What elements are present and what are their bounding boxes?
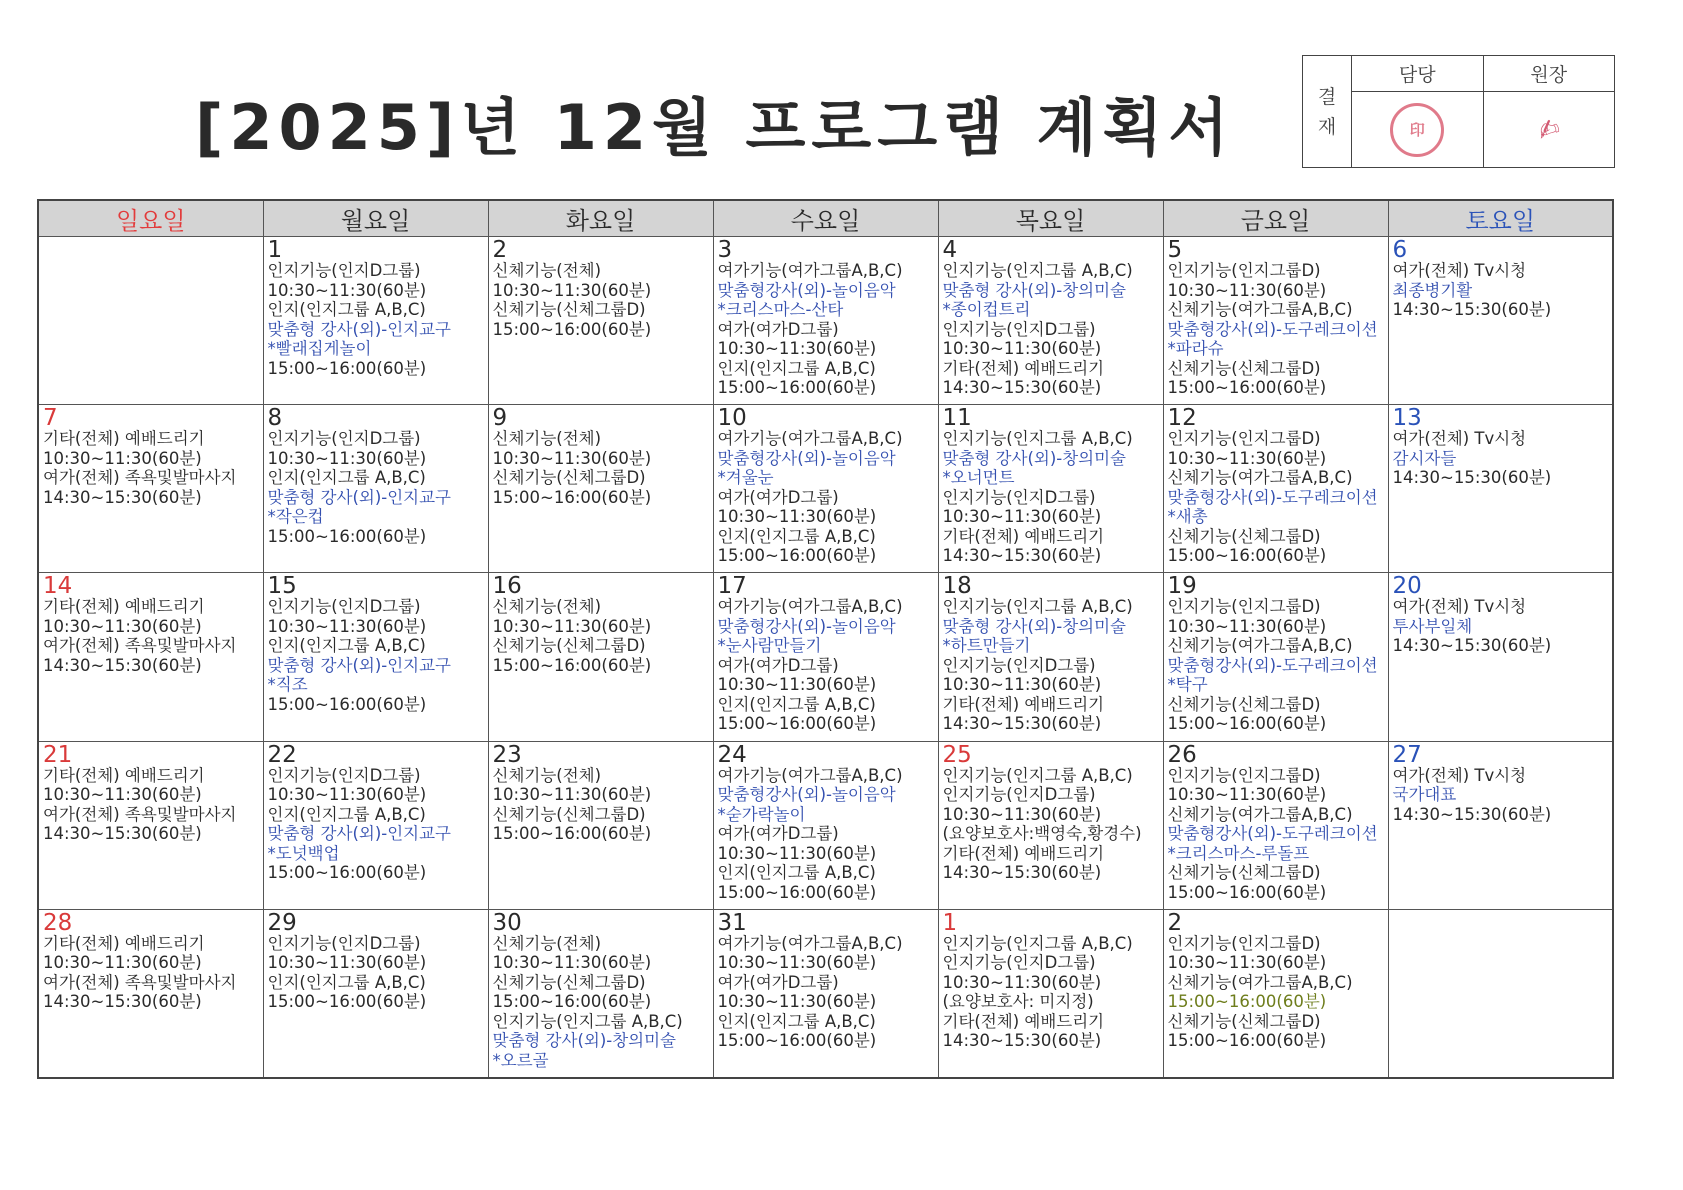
day-cell [713,405,938,573]
program-line: 15:00~16:00(60분) [267,526,427,546]
day-cell [488,573,713,741]
day-cell [1388,573,1613,741]
program-line: 14:30~15:30(60분) [942,714,1102,734]
program-line: 투사부일체 [1392,616,1473,636]
weekday-fri: 금요일 [1163,200,1388,237]
program-line: 신체기능(신체그룹D) [492,468,646,488]
day-number: 28 [43,909,73,936]
program-line: 여가(여가D그룹) [717,655,839,675]
program-line: 10:30~11:30(60분) [267,616,427,636]
program-line: 기타(전체) 예배드리기 [942,1011,1105,1031]
program-line: 여가(전체) Tv시청 [1392,261,1527,280]
day-cell [263,909,488,1078]
program-line: 인지(인지그룹 A,B,C) [267,972,426,992]
week-row [38,909,1613,1078]
program-line: 기타(전체) 예배드리기 [43,597,205,617]
program-line: 인지기능(인지그룹 A,B,C) [942,429,1133,449]
program-line: 10:30~11:30(60분) [942,507,1102,527]
day-number: 30 [492,909,522,936]
day-cell [938,909,1163,1078]
program-line: *파라슈 [1167,339,1224,358]
program-line: 인지(인지그룹 A,B,C) [267,300,426,319]
weekday-sat: 토요일 [1388,200,1613,237]
day-cell [263,405,488,573]
program-line: 여가(전체) Tv시청 [1392,765,1527,785]
program-line: 맞춤형 강사(외)-창의미술 [942,448,1126,468]
program-line: 맞춤형강사(외)-도구레크이션 [1167,319,1378,339]
program-line: 인지기능(인지D그룹) [267,429,421,449]
program-line: 인지기능(인지D그룹) [942,487,1096,507]
program-line: *오르골 [492,1050,549,1070]
program-line: 맞춤형 강사(외)-창의미술 [492,1031,676,1051]
approval-label [1303,56,1352,168]
program-line: *빨래집게놀이 [267,339,372,358]
approval-col-manager: 담당 [1352,56,1484,92]
program-line: *크리스마스-루돌프 [1167,843,1310,863]
program-line: 10:30~11:30(60분) [492,616,652,636]
program-line: 여가(전체) Tv시청 [1392,429,1527,449]
program-line: 인지(인지그룹 A,B,C) [267,636,426,656]
day-number: 10 [717,405,747,432]
program-line: 10:30~11:30(60분) [492,448,652,468]
program-line: 인지기능(인지그룹D) [1167,597,1321,617]
program-line: 인지기능(인지그룹D) [1167,933,1321,953]
program-line: 15:00~16:00(60분) [1167,1031,1327,1051]
day-number: 23 [492,741,522,768]
program-line: 인지기능(인지D그룹) [267,933,421,953]
program-line: 여가기능(여가그룹A,B,C) [717,429,903,449]
program-line: 인지기능(인지D그룹) [942,785,1096,805]
day-cell [488,741,713,909]
manager-stamp-cell [1352,92,1484,168]
day-cell [1388,237,1613,405]
program-line: 10:30~11:30(60분) [43,616,202,636]
program-line: 10:30~11:30(60분) [492,280,652,300]
program-line: 인지기능(인지D그룹) [267,261,421,280]
program-line: 인지기능(인지그룹 A,B,C) [942,597,1133,617]
program-line: 인지기능(인지D그룹) [267,597,421,617]
day-number: 1 [942,909,958,936]
program-line: 15:00~16:00(60분) [267,863,427,883]
day-cell [1388,909,1613,1078]
program-line: 여가(여가D그룹) [717,319,839,339]
program-line: 15:00~16:00(60분) [492,487,652,507]
program-line: *직조 [267,675,308,695]
program-line: 기타(전체) 예배드리기 [942,843,1105,863]
program-line: 맞춤형 강사(외)-인지교구 [267,319,451,339]
program-line: 15:00~16:00(60분) [492,319,652,339]
day-cell [1163,741,1388,909]
program-line: 여가(전체) 족욕및발마사지 [43,972,237,992]
program-line: 여가(전체) 족욕및발마사지 [43,468,237,488]
program-line: 10:30~11:30(60분) [717,953,877,973]
program-line: 인지(인지그룹 A,B,C) [267,804,426,824]
program-line: 15:00~16:00(60분) [267,358,427,378]
program-line: 인지기능(인지그룹 A,B,C) [942,261,1133,280]
program-line: 10:30~11:30(60분) [717,507,877,527]
program-line: 10:30~11:30(60분) [1167,448,1327,468]
day-cell [713,909,938,1078]
program-line: 맞춤형강사(외)-놀이음악 [717,616,896,636]
program-line: 15:00~16:00(60분) [492,992,652,1012]
day-cell [713,237,938,405]
program-line: 맞춤형 강사(외)-인지교구 [267,824,451,844]
program-line: 14:30~15:30(60분) [942,378,1102,397]
week-row [38,741,1613,909]
program-line: 신체기능(신체그룹D) [1167,526,1321,546]
day-number: 31 [717,909,747,936]
program-line: 기타(전체) 예배드리기 [942,358,1105,378]
program-line: 맞춤형강사(외)-도구레크이션 [1167,487,1378,507]
week-row [38,573,1613,741]
program-line: 15:00~16:00(60분) [717,546,877,566]
day-cell [38,909,263,1078]
day-cell [488,909,713,1078]
program-line: 기타(전체) 예배드리기 [43,933,205,953]
program-line: 14:30~15:30(60분) [1392,468,1552,488]
program-line: 신체기능(신체그룹D) [492,972,646,992]
weekday-header-row [38,200,1613,237]
day-number: 4 [942,237,958,263]
weekday-thu: 목요일 [938,200,1163,237]
day-number: 20 [1392,573,1422,600]
day-number: 24 [717,741,747,768]
program-line: 신체기능(여가그룹A,B,C) [1167,468,1353,488]
program-line: 14:30~15:30(60분) [942,546,1102,566]
day-number: 17 [717,573,747,600]
day-number: 3 [717,237,733,263]
program-line: 여가(여가D그룹) [717,972,839,992]
day-number: 12 [1167,405,1197,432]
day-number: 2 [1167,909,1183,936]
program-line: 15:00~16:00(60분) [1167,882,1327,902]
program-line: 감시자들 [1392,448,1457,468]
week-row [38,405,1613,573]
program-line: 인지(인지그룹 A,B,C) [717,694,876,714]
program-line: *탁구 [1167,675,1208,695]
weekday-mon: 월요일 [263,200,488,237]
program-line: 맞춤형강사(외)-놀이음악 [717,448,896,468]
program-line: *겨울눈 [717,468,774,488]
program-line: 맞춤형 강사(외)-창의미술 [942,280,1126,300]
program-line: 15:00~16:00(60분) [1167,378,1327,397]
program-line: 여가(전체) Tv시청 [1392,597,1527,617]
program-line: 신체기능(여가그룹A,B,C) [1167,804,1353,824]
program-line: 14:30~15:30(60분) [942,863,1102,883]
program-line: 10:30~11:30(60분) [43,448,202,468]
day-cell [1388,741,1613,909]
program-line: 신체기능(신체그룹D) [492,804,646,824]
day-number: 6 [1392,237,1408,263]
day-cell [38,237,263,405]
program-line: 10:30~11:30(60분) [267,953,427,973]
program-line: 인지기능(인지D그룹) [942,953,1096,973]
program-line: 14:30~15:30(60분) [43,992,202,1012]
day-cell [1163,405,1388,573]
program-line: 15:00~16:00(60분) [717,714,877,734]
day-cell [488,237,713,405]
program-line: 10:30~11:30(60분) [717,843,877,863]
day-cell [1163,909,1388,1078]
day-number: 22 [267,741,297,768]
day-cell [263,573,488,741]
program-line: 인지기능(인지D그룹) [267,765,421,785]
program-line: 맞춤형 강사(외)-인지교구 [267,487,451,507]
program-line: 15:00~16:00(60분) [717,1031,877,1051]
program-line: 신체기능(신체그룹D) [1167,1011,1321,1031]
program-line: 맞춤형강사(외)-놀이음악 [717,280,896,300]
program-line: 여가기능(여가그룹A,B,C) [717,765,903,785]
program-line: 15:00~16:00(60분) [492,655,652,675]
program-line: 15:00~16:00(60분) [1167,992,1327,1012]
program-line: 10:30~11:30(60분) [267,448,427,468]
program-line: 14:30~15:30(60분) [1392,300,1552,319]
program-line: 10:30~11:30(60분) [942,972,1102,992]
program-line: 기타(전체) 예배드리기 [942,694,1105,714]
program-line: 10:30~11:30(60분) [43,953,202,973]
approval-label-top: 결 [1317,85,1337,108]
day-cell [263,741,488,909]
day-cell [938,741,1163,909]
program-line: 인지기능(인지그룹D) [1167,261,1321,280]
page-title: [2025]년 12월 프로그램 계획서 [195,91,1235,164]
program-line: *크리스마스-산타 [717,300,844,319]
program-line: 신체기능(전체) [492,429,602,449]
program-line: 여가기능(여가그룹A,B,C) [717,933,903,953]
day-cell [38,405,263,573]
program-line: 10:30~11:30(60분) [717,675,877,695]
program-line: 여가(여가D그룹) [717,487,839,507]
program-line: 기타(전체) 예배드리기 [43,765,205,785]
day-cell [38,741,263,909]
day-cell [713,741,938,909]
day-number: 14 [43,573,73,600]
day-number: 2 [492,237,508,263]
program-line: 맞춤형 강사(외)-인지교구 [267,655,451,675]
day-number: 15 [267,573,297,600]
program-line: 신체기능(신체그룹D) [492,300,646,319]
program-line: 인지기능(인지D그룹) [942,319,1096,339]
program-line: 15:00~16:00(60분) [1167,714,1327,734]
program-line: 15:00~16:00(60분) [267,694,427,714]
program-line: 10:30~11:30(60분) [267,280,427,300]
program-line: 신체기능(전체) [492,597,602,617]
program-line: 신체기능(여가그룹A,B,C) [1167,300,1353,319]
program-line: 14:30~15:30(60분) [43,655,202,675]
day-cell [38,573,263,741]
day-cell [938,573,1163,741]
day-cell [263,237,488,405]
program-line: 인지기능(인지그룹 A,B,C) [942,933,1133,953]
program-line: 여가기능(여가그룹A,B,C) [717,261,903,280]
program-line: 10:30~11:30(60분) [717,339,877,358]
program-line: *도넛백업 [267,843,340,863]
program-line: 10:30~11:30(60분) [492,953,652,973]
weekday-tue: 화요일 [488,200,713,237]
program-line: 기타(전체) 예배드리기 [43,429,205,449]
program-line: 국가대표 [1392,785,1457,805]
day-cell [1163,237,1388,405]
program-line: 신체기능(신체그룹D) [1167,694,1321,714]
program-line: 10:30~11:30(60분) [942,675,1102,695]
day-number: 8 [267,405,283,432]
weekday-sun: 일요일 [38,200,263,237]
program-line: (요양보호사:백영숙,황경수) [942,824,1142,844]
program-line: 15:00~16:00(60분) [717,882,877,902]
program-line: 여가(전체) 족욕및발마사지 [43,636,237,656]
program-line: 인지(인지그룹 A,B,C) [717,863,876,883]
program-line: 15:00~16:00(60분) [1167,546,1327,566]
program-line: 인지기능(인지D그룹) [942,655,1096,675]
program-line: 신체기능(전체) [492,765,602,785]
day-number: 16 [492,573,522,600]
program-line: 인지기능(인지그룹 A,B,C) [492,1011,683,1031]
program-line: 14:30~15:30(60분) [43,487,202,507]
program-line: 15:00~16:00(60분) [492,824,652,844]
day-number: 9 [492,405,508,432]
program-line: 신체기능(여가그룹A,B,C) [1167,972,1353,992]
program-line: 10:30~11:30(60분) [942,804,1102,824]
program-line: 14:30~15:30(60분) [1392,636,1552,656]
program-line: 14:30~15:30(60분) [942,1031,1102,1051]
director-sign-cell [1483,92,1615,168]
program-line: (요양보호사: 미지정) [942,992,1094,1012]
day-number: 27 [1392,741,1422,768]
program-line: 10:30~11:30(60분) [492,785,652,805]
day-cell [938,237,1163,405]
approval-box [1302,55,1615,168]
day-number: 7 [43,405,58,432]
program-line: 10:30~11:30(60분) [942,339,1102,358]
program-line: *하트만들기 [942,636,1031,656]
program-line: 맞춤형강사(외)-놀이음악 [717,785,896,805]
program-line: 최종병기활 [1392,280,1473,300]
day-cell [713,573,938,741]
program-line: *종이컵트리 [942,300,1031,319]
week-row [38,237,1613,405]
program-line: 맞춤형 강사(외)-창의미술 [942,616,1126,636]
day-number: 25 [942,741,972,768]
manager-stamp-icon: 印 [1390,103,1444,157]
program-line: 신체기능(여가그룹A,B,C) [1167,636,1353,656]
program-line: 신체기능(전체) [492,261,602,280]
program-line: 여가기능(여가그룹A,B,C) [717,597,903,617]
program-line: 14:30~15:30(60분) [1392,804,1552,824]
calendar-body [38,237,1613,1079]
program-line: 10:30~11:30(60분) [1167,785,1327,805]
program-line: 맞춤형강사(외)-도구레크이션 [1167,824,1378,844]
program-line: 10:30~11:30(60분) [267,785,427,805]
program-line: 인지(인지그룹 A,B,C) [717,1011,876,1031]
program-line: *오너먼트 [942,468,1015,488]
approval-label-bottom: 재 [1317,115,1337,138]
program-line: 인지기능(인지그룹D) [1167,765,1321,785]
program-line: 인지(인지그룹 A,B,C) [717,358,876,378]
program-line: 15:00~16:00(60분) [267,992,427,1012]
program-line: 10:30~11:30(60분) [1167,280,1327,300]
approval-col-director: 원장 [1483,56,1615,92]
day-number: 21 [43,741,73,768]
day-number: 13 [1392,405,1422,432]
program-line: 맞춤형강사(외)-도구레크이션 [1167,655,1378,675]
program-line: 14:30~15:30(60분) [43,824,202,844]
program-line: 10:30~11:30(60분) [1167,953,1327,973]
program-line: 인지(인지그룹 A,B,C) [717,526,876,546]
day-number: 1 [267,237,283,263]
program-line: *작은컵 [267,507,324,527]
program-line: 10:30~11:30(60분) [717,992,877,1012]
day-cell [938,405,1163,573]
program-line: 기타(전체) 예배드리기 [942,526,1105,546]
program-line: 인지기능(인지그룹 A,B,C) [942,765,1133,785]
day-number: 11 [942,405,972,432]
calendar-table [37,199,1614,1079]
program-line: 신체기능(신체그룹D) [1167,358,1321,378]
day-cell [1388,405,1613,573]
day-cell [488,405,713,573]
program-line: *숟가락놀이 [717,804,806,824]
program-line: 10:30~11:30(60분) [1167,616,1327,636]
day-cell [1163,573,1388,741]
weekday-wed: 수요일 [713,200,938,237]
program-line: 여가(여가D그룹) [717,824,839,844]
director-signature-icon: ✍ [1533,111,1564,148]
program-line: 신체기능(신체그룹D) [1167,863,1321,883]
program-line: *새총 [1167,507,1208,527]
program-line: *눈사람만들기 [717,636,822,656]
program-line: 15:00~16:00(60분) [717,378,877,397]
day-number: 18 [942,573,972,600]
program-line: 10:30~11:30(60분) [43,785,202,805]
program-line: 신체기능(신체그룹D) [492,636,646,656]
day-number: 5 [1167,237,1183,263]
day-number: 26 [1167,741,1197,768]
program-line: 여가(전체) 족욕및발마사지 [43,804,237,824]
program-line: 인지(인지그룹 A,B,C) [267,468,426,488]
day-number: 29 [267,909,297,936]
program-line: 신체기능(전체) [492,933,602,953]
program-line: 인지기능(인지그룹D) [1167,429,1321,449]
day-number: 19 [1167,573,1197,600]
